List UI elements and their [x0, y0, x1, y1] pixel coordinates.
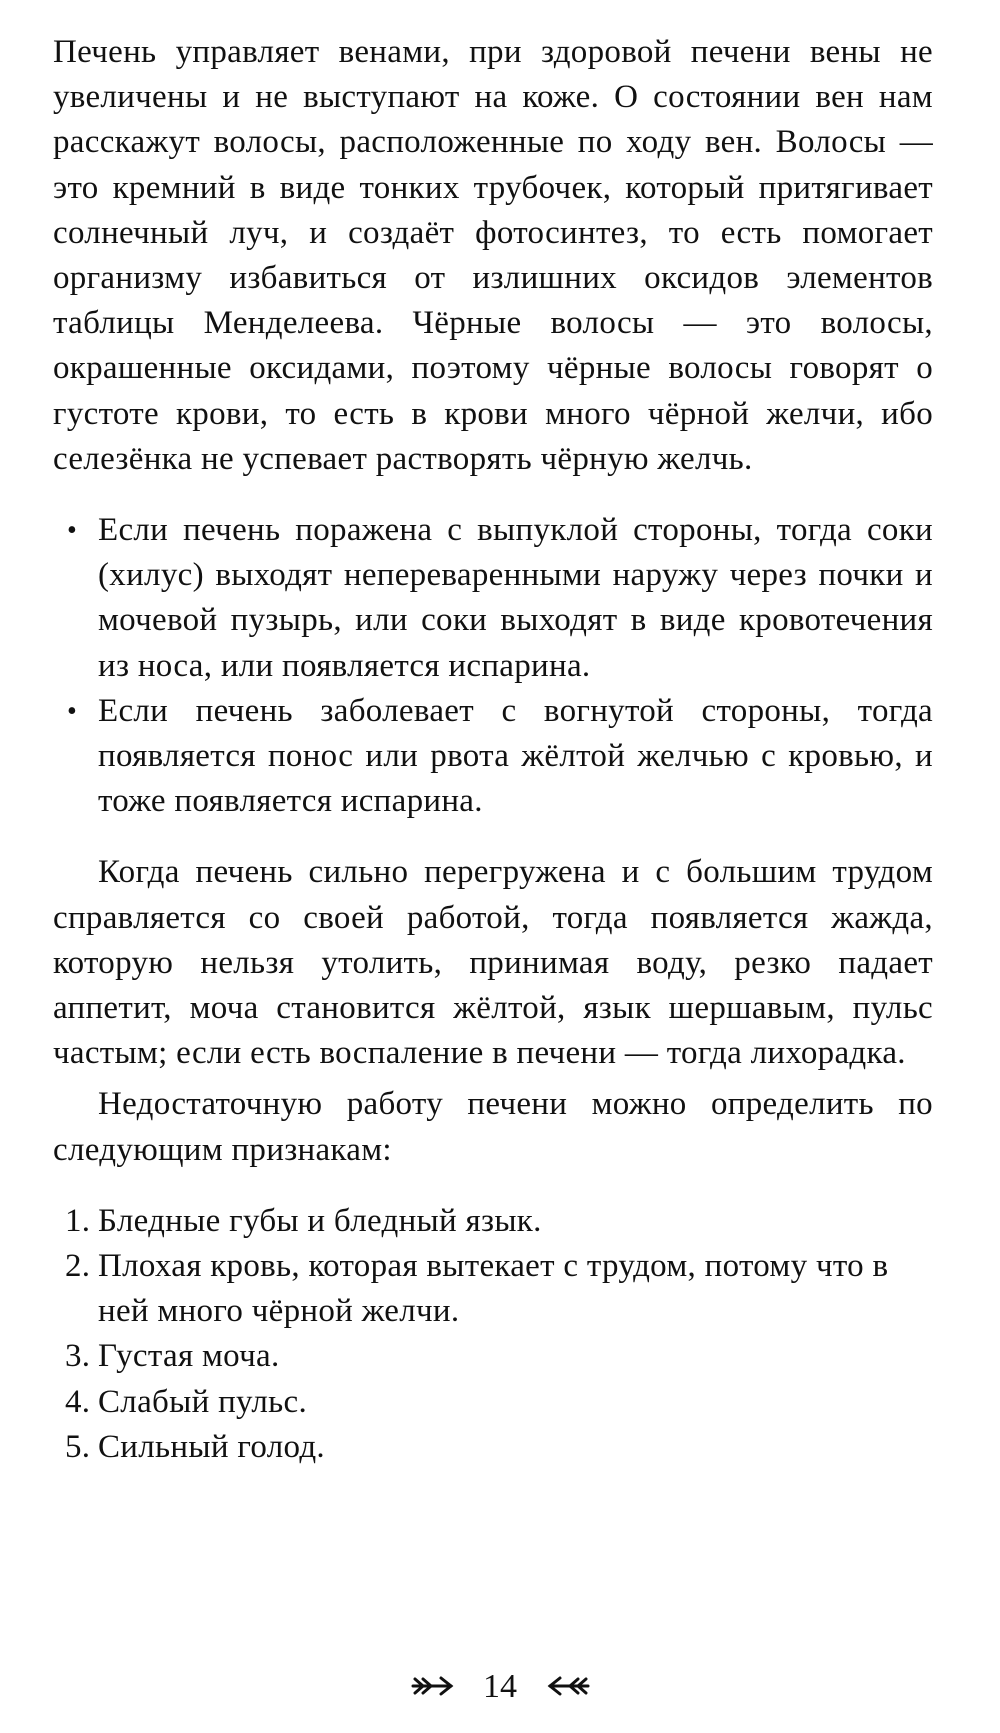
spacer [53, 1173, 933, 1199]
spacer [53, 482, 933, 508]
list-item [53, 689, 933, 825]
paragraph-signs-intro: Недостаточную работу печени можно определить по следующим признакам: [53, 1086, 933, 1168]
list-item [53, 1244, 933, 1334]
list-item [53, 1199, 933, 1244]
list-item-text: Густая моча. [98, 1338, 280, 1375]
paragraph-veins: Печень управляет венами, при здоровой печени вены не увеличены и не выступают на коже. О состоянии вен нам расскажут волосы, расположенные по ходу вен. Волосы — это кремний в виде тонких трубочек, который притягивает солнечный луч, и создаёт фотосинтез, то есть помогает организму избавиться от излишних оксидов элементов таблицы Менделеева. Чёрные волосы — это волосы, окрашенные оксидами, поэтому чёрные волосы говорят о густоте крови, то есть в крови много чёрной желчи, ибо селезёнка не успевает растворять чёрную желчь. [53, 34, 933, 477]
list-item-text: Плохая кровь, которая вытекает с трудом, потому что в ней много чёрной желчи. [98, 1248, 889, 1330]
list-item [53, 1380, 933, 1425]
list-number: 5. [65, 1428, 91, 1465]
list-item-text: Сильный голод. [98, 1428, 325, 1465]
list-item-text: Бледные губы и бледный язык. [98, 1202, 542, 1239]
list-number: 1. [65, 1202, 91, 1239]
list-item [53, 508, 933, 689]
bullet-icon: • [67, 515, 78, 547]
page-body [53, 30, 933, 1470]
arrow-ornament-left-icon [544, 1667, 590, 1707]
signs-list [53, 1199, 933, 1470]
list-number: 3. [65, 1338, 91, 1375]
spacer [53, 824, 933, 850]
liver-damage-list [53, 508, 933, 824]
list-number: 2. [65, 1248, 91, 1285]
arrow-ornament-right-icon [411, 1667, 457, 1707]
list-item-text: Если печень заболевает с вогнутой стороны, тогда появляется понос или рвота жёлтой желчью с кровью, и тоже появляется испарина. [98, 692, 933, 820]
paragraph-overload: Когда печень сильно перегружена и с большим трудом справляется со своей работой, тогда появляется жажда, которую нельзя утолить, принимая воду, резко падает аппетит, моча становится жёлтой, язык шершавым, пульс частым; если есть воспаление в печени — тогда лихорадка. [53, 854, 933, 1072]
page-footer [0, 1665, 1000, 1707]
list-item [53, 1425, 933, 1470]
list-number: 4. [65, 1383, 91, 1420]
list-item-text: Если печень поражена с выпуклой стороны, тогда соки (хилус) выходят непереваренными наружу через почки и мочевой пузырь, или соки выходят в виде кровотечения из носа, или появляется испарина. [98, 512, 933, 684]
bullet-icon: • [67, 695, 78, 727]
list-item-text: Слабый пульс. [98, 1383, 308, 1420]
page-number: 14 [483, 1668, 517, 1706]
list-item [53, 1334, 933, 1379]
